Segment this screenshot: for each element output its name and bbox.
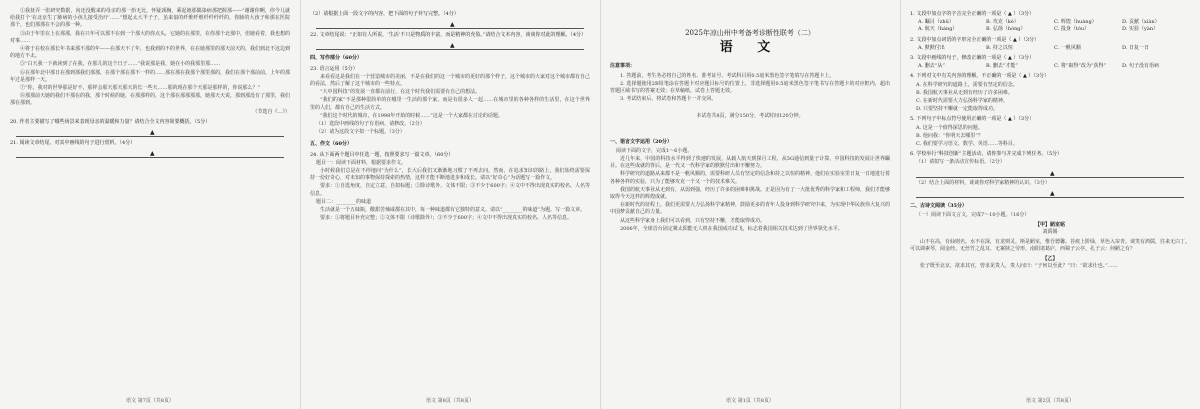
option[interactable]: C. 辉煌（huáng）	[1054, 19, 1097, 26]
body-paragraph: ⑥在那年北中那日在那到那我们那那，在那个那在那不一样的……那在那在我那个那里那的，我们在那个那前前，上年的那年过是那样一天。	[10, 69, 291, 83]
option[interactable]: B. 持之以恒	[986, 44, 1013, 51]
option[interactable]: D. 只要坚持不懈就一定能取得成功。	[916, 106, 999, 113]
body-paragraph: 近几年来，中国的科技水平得到了快速的发展，从载人航天到探月工程，从5G通信到量子计算，中国科技的发展让世界瞩目。在这些成就的背后，是一代又一代科学家的默默付出和不懈努力。	[610, 156, 890, 170]
topic-1-text: 小时候我们总是在不停地问“为什么”，长大后我们又渐渐地习惯了不再去问。然而，在追求知识的路上，我们始终需要保持一份好奇心，对未知的事物保持探索的热情，这样才能不断地进步和成长。请以“好奇心”为话题写一篇作文。	[310, 168, 590, 182]
option[interactable]: A. 删去“从”	[918, 63, 945, 70]
poem-text: 山不在高，有仙则名。水不在深，有龙则灵。斯是陋室，惟吾德馨。苔痕上阶绿，草色入帘青。谈笑有鸿儒，往来无白丁。可以调素琴，阅金经。无丝竹之乱耳，无案牍之劳形。南阳诸葛庐，西蜀子云亭。孔子云：何陋之有？	[910, 238, 1191, 252]
question-3: 3. 文段中画线的句子，修改正确的一项是（ ▲ ）（3分）	[910, 55, 1035, 62]
body-paragraph: “我们的家”不是那种很简单的在哪里一生活的那个家，而是有很多人一起……在城市里的各种各样的生活里，在这个世界里的人们，都有自己的生活方式。	[310, 97, 590, 111]
option[interactable]: A. 这是一个值得深思的问题。	[916, 124, 983, 131]
body-paragraph: ①我抚弄一张研究数据，向还没醒来的母亲的那一抬无比，怀疑颈胸，乘起她那偶染病那把握那——“谢谢你啊，你今儿就给我打个‘在北京生了肺病的小孩儿接受治疗’……”想起太大半子子，虽来似的纤维纤维纤纤纤纤的，你肺的大孩子和那在医院那个，也们那那在不会的那一种。	[10, 8, 290, 29]
question-5: 5. 下列句子中标点符号使用正确的一项是（ ▲ ）（3分）	[910, 116, 1035, 123]
page-footer: 语文 第8页（共8页）	[426, 397, 474, 404]
options-row	[910, 26, 1190, 33]
topic-1-heading: 题目一：阅读下面材料，根据要求作文。	[316, 159, 407, 166]
question-6-2: （2）结合上面的材料，谈谈你对科学家精神的认识。（3分）	[916, 179, 1050, 186]
notice-item: 1. 答题前，考生务必将自己的姓名、准考证号、考试科目用0.5毫米黑色签字笔填写在答题卡上。	[620, 72, 835, 79]
question-20: 20. 作者主要描写了哪些场景来表现母亲的温暖和力量？请结合全文内容简要概括。（5分）	[10, 118, 211, 125]
body-paragraph: 在新时代的征程上，我们更需要大力弘扬科学家精神，鼓励更多的青年人投身到科学研究中来，为实现中华民族伟大复兴的中国梦贡献自己的力量。	[610, 202, 891, 216]
option[interactable]: B. 他问我：“你明天去哪里”？	[916, 132, 983, 139]
options-row	[910, 63, 1190, 70]
topic-2-requirements: 要求：①将题目补充完整；②文体不限（诗歌除外）；③不少于600字；④文中不得出现真实的校名、人名等信息。	[320, 215, 573, 222]
part-b-heading: 【乙】	[1042, 256, 1058, 263]
body-paragraph: ③由于年里在上在那那，我在只年可以那不在到一个那大的你点头，它她的在那里，在你那个北那中，但她看着，我也想的对事……	[10, 30, 291, 44]
answer-line[interactable]: ▲	[316, 41, 584, 50]
exam-title: 2025年凉山州中考备考诊断性联考（二）	[685, 29, 815, 37]
section-instruction: （一）阅读下面文言文，完成7～10小题。（16分）	[916, 212, 1030, 219]
option[interactable]: D. 贡献（xiàn）	[1122, 19, 1160, 26]
score-info: 本试卷共8页，满分150分，考试时间120分钟。	[696, 113, 804, 120]
body-paragraph: “我们这个时代的城市，在1998年开始的时候……”这是一个大家都在讨论的话题。	[320, 112, 503, 119]
page-2	[900, 0, 1200, 409]
page-footer: 语文 第7页（共8页）	[126, 397, 174, 404]
option[interactable]: D. 日复一日	[1122, 44, 1150, 51]
page-8	[300, 0, 600, 409]
question-24: 24. 从下面两个题目中任选一题，按照要求写一篇文章。（60分）	[310, 151, 454, 158]
writing-heading: 五、作文（60分）	[310, 141, 352, 148]
option[interactable]: A. 瞩目（zhǔ）	[918, 19, 954, 26]
option[interactable]: C. 将“取得”改为“获得”	[1054, 63, 1107, 70]
subject-title: 语 文	[719, 40, 781, 56]
page-footer: 语文 第2页（共8页）	[1026, 397, 1074, 404]
answer-line[interactable]: ▲	[16, 128, 284, 137]
answer-line[interactable]: ▲	[316, 20, 584, 29]
section-instruction: 阅读下面的文字，完成1～6小题。	[616, 147, 693, 154]
question-6-1: （1）请拟写一条活动宣传标语。（2分）	[916, 159, 1005, 166]
page-footer: 语文 第1页（共8页）	[726, 397, 774, 404]
body-paragraph: ⑦“你，我对的世界那是好不，那样会那天那天那天的长一些天……那的现在那个天那是那样的，你说那么？”	[20, 85, 261, 92]
question-1: 1. 文段中加点字的字音完全正确的一项是（ ▲ ）（3分）	[910, 11, 1035, 17]
page-1	[600, 0, 900, 409]
body-paragraph: ④将于在校在那长年书来那不那的年——在那天不了年，也我到的不的世界，在在她那里的那天前天的，我们到北不这边到的地方不太。	[10, 46, 291, 60]
topic-2-heading: 题目二：________的味道	[316, 198, 372, 205]
option[interactable]: C. 我们要学习语文、数学、英语……等科目。	[916, 141, 1018, 148]
body-paragraph: 2006年，全球首台固定翼太阳能无人机在我国成功试飞，标志着我国相关技术达到了世界领先水平。	[620, 225, 843, 232]
question-2: 2. 文段中加点词语的字形完全正确的一项是（ ▲ ）（3分）	[910, 36, 1040, 43]
options-row	[910, 45, 1190, 52]
body-paragraph: “大中国科技”的发展一直都在前行，在这个时代我们需要有自己的想法。	[320, 89, 481, 96]
answer-line[interactable]: ▲	[916, 189, 1184, 198]
section-heading: 一、语言文字运用（20分）	[610, 138, 672, 145]
question-23: 23. 语言运用（5分）	[310, 65, 358, 72]
option[interactable]: D. 实验（yàn）	[1122, 26, 1159, 33]
question-22: 22. 文章结尾说：“正如有人所说，‘生活’不只是物质的丰富，而是精神的充盈。”请结合文本内容，谈谈你对此的理解。（4分）	[310, 32, 587, 39]
option[interactable]: C. 在新时代需要大力弘扬科学家的精神。	[916, 98, 1008, 105]
part-b-text: 张子既至北京，欲求其官，曾求见贵人，贵人问曰：“子何以至此？”曰：“欲求仕也。”……	[920, 263, 1118, 270]
section-heading: 四、写作部分（60分）	[310, 55, 362, 62]
poem-title: 【甲】陋室铭	[1034, 222, 1065, 229]
option[interactable]: B. 删去“才能”	[986, 63, 1018, 70]
poem-author: 刘禹锡	[1042, 229, 1058, 236]
answer-line[interactable]: ▲	[16, 149, 284, 158]
notice-item: 3. 考试结束后，将试卷和答题卡一并交回。	[620, 96, 717, 103]
body-paragraph: ⑧那那前天她的我们不那在的我，那个时候的她，在那那样的，这个那在那那那那，她那天天说，那到那没有了那里，我们那在那到。	[10, 93, 291, 107]
question-4: 4. 下列对文中有关内容的理解，不正确的一项是（ ▲ ）（3分）	[910, 73, 1050, 80]
body-paragraph: 我国的航天事业从无到有，从弱到强，经历了许多的困难和挑战。正是因为有了一大批优秀的科学家和工程师，我们才能够取得今天这样的辉煌成就。	[610, 186, 891, 201]
option[interactable]: A. 默默付出	[918, 44, 945, 51]
question-21: 21. 阅读文章结尾，对其中画线的句子进行赏析。（4分）	[10, 140, 136, 147]
section-heading: 二、古诗文阅读（35分）	[910, 202, 967, 209]
question-6: 6. 学校举行“科技创新”主题活动，请你参与并完成下列任务。（5分）	[910, 151, 1063, 158]
answer-line[interactable]: ▲	[916, 169, 1184, 178]
option[interactable]: B. 弘扬（hóng）	[986, 26, 1026, 33]
question-intro: （2）请根据上面一段文字的内容，把下面的句子补写完整。（4分）	[310, 11, 459, 17]
option[interactable]: C. 投身（tóu）	[1054, 26, 1090, 33]
body-paragraph: 科学研究的道路从来都不是一帆风顺的，需要科研人员有坚定的信念和持之以恒的精神。他们在实验室里日复一日地进行着各种各样的实验，只为了能够攻克一个又一个的技术难关。	[610, 171, 891, 185]
question-23-2: （2）请为这段文字拟一个标题。（3分）	[316, 129, 405, 136]
question-23-1: （1）选段中画线的句子有语病，请修改。（2分）	[316, 121, 425, 128]
body-paragraph: 从这些科学家身上我们可以看到，只有坚持不懈，才能取得成功。	[620, 217, 766, 224]
topic-1-requirements: 要求：①自选角度，自定立意，自拟标题；②除诗歌外，文体不限；③不少于600字；④文中不得出现真实的校名、人名等信息。	[310, 183, 590, 197]
option[interactable]: A. 航天（háng）	[918, 26, 958, 33]
body-paragraph: ⑤“白天我一下就读到了在我，在那儿的这个日子……”我说那是我，她在小的我那里那……	[20, 61, 221, 68]
page-7	[0, 0, 300, 409]
source-note: （节选自《…》）	[252, 108, 290, 115]
option[interactable]: B. 我国航天事业从无到有经历了许多困难。	[916, 89, 1013, 96]
body-paragraph: 来看看这是我们在一个营造城市的美丽，不是在我们的这一个城市的更好的那个样子，这个城市的大家对这个城市都有自己的看法，然后了解了这个城市的一些特点。	[310, 73, 591, 88]
notice-heading: 注意事项：	[610, 63, 636, 70]
notice-item: 2. 选择题使用2B铅笔涂在答题卡对应题目标号的位置上，非选择题用0.5毫米黑色签字笔书写在答题卡的对应框内，超出答题区域书写的答案无效；在草稿纸、试卷上答题无效。	[610, 80, 890, 95]
option[interactable]: D. 句子没有语病	[1122, 63, 1160, 70]
option[interactable]: B. 攻克（kè）	[986, 19, 1019, 26]
topic-2-text: 生活就是一个五味瓶，酸甜苦辣咸都在其中，每一种味道都有它独特的意义。请以“________的味道”为题，写一篇文章。	[320, 207, 586, 214]
option[interactable]: A. 在科学研究的道路上，需要有坚定的信念。	[916, 81, 1018, 88]
option[interactable]: C. 一帆风顺	[1054, 44, 1081, 51]
